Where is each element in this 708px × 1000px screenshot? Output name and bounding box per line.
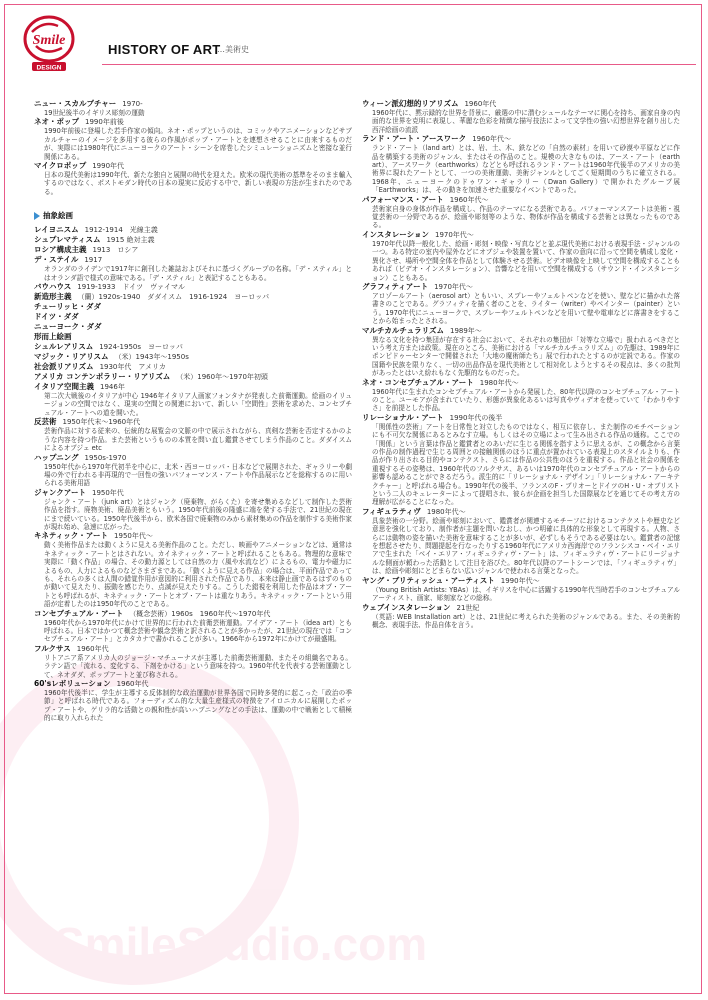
- glossary-entry: [34, 235, 352, 245]
- entry-term-text: 60'sレボリューション: [34, 679, 111, 689]
- entry-term: [34, 417, 352, 427]
- glossary-entry: [34, 225, 352, 235]
- glossary-entry: [34, 488, 352, 532]
- entry-term: [34, 531, 352, 541]
- entry-term: [34, 245, 352, 255]
- glossary-entry: [34, 609, 352, 644]
- entry-period: 1980年代～: [426, 507, 466, 516]
- section-spacer: [34, 196, 352, 204]
- entry-description: リトアニア系アメリカ人のジョージ・マチューナスが主導した前衛芸術運動、またその組織名である。ラテン語で「流れる、変化する、下剤をかける」という意味を持つ。1960年代を代表する芸術運動として、ネオダダ、ポップアートと並び称される。: [44, 653, 352, 679]
- entry-term: [34, 225, 352, 235]
- entry-period: 1946年: [100, 383, 125, 392]
- glossary-entry: [362, 99, 680, 134]
- entry-period: 1970-: [122, 100, 143, 108]
- entry-term-text: シュルレアリスム: [34, 342, 94, 352]
- entry-description: 第二次大戦後のイタリアが中心 1946年イタリア人画家フォンタナが発表した前衛運動。絵画のイリュージョンの空間ではなく、現実の空間との関連において、新しい「空間性」芸術を求めた、コンセプチュアル・アートへの道を開いた。: [44, 392, 352, 417]
- entry-term: [34, 99, 352, 109]
- glossary-entry: [34, 679, 352, 723]
- glossary-entry: [34, 417, 352, 452]
- entry-term-text: ジャンクアート: [34, 487, 86, 497]
- entry-term: [362, 507, 680, 517]
- entry-term-text: シュプレマティスム: [34, 235, 101, 245]
- entry-period: 1912-1914 光線主義: [84, 226, 158, 235]
- entry-term-text: アメリカ コンテンポラリー・リアリズム: [34, 372, 171, 382]
- entry-description: （Young British Artists: YBAs）は、イギリスを中心に活躍する1990年代当時若手のコンセプチュアルアーティスト、画家、彫刻家などの総称。: [372, 585, 680, 603]
- entry-term-text: ハップニング: [34, 452, 79, 462]
- glossary-entry: [34, 352, 352, 362]
- entry-term-text: ネオ・コンセプチュアル・アート: [362, 377, 474, 387]
- entry-term-text: リレーショナル・アート: [362, 412, 444, 422]
- entry-term-text: グラフィティアート: [362, 281, 429, 291]
- entry-description: 1960年代に生まれたコンセプチュアル・アートから発展した、80年代以降のコンセプチュアル・アートのこと。ユーモアが含まれていたり、形態が異象化あるいは写真やヴィデオを使っていて「わかりやすさ」を前提とした作品。: [372, 387, 680, 413]
- entry-term: [34, 488, 352, 498]
- entry-term: [34, 609, 352, 619]
- entry-term: [362, 576, 680, 586]
- entry-term-text: ロシア構成主義: [34, 245, 87, 255]
- entry-term-text: ウェブインスタレーション: [362, 602, 451, 612]
- glossary-entry: [34, 117, 352, 161]
- smile-design-logo: [14, 12, 84, 74]
- glossary-entry: [34, 332, 352, 342]
- entry-term: [362, 99, 680, 109]
- entry-term-text: マイクロポップ: [34, 161, 87, 171]
- entry-period: 1960年代～: [449, 195, 489, 204]
- entry-term-text: 反芸術: [34, 417, 57, 427]
- entry-term-text: ニュー・スカルプチャー: [34, 99, 117, 108]
- entry-description: （英語: WEB Installation art）とは、21世紀に考えられた美術のジャンルである。また、その美術的概念、表現手法、作品自体を言う。: [372, 612, 680, 629]
- entry-term: [362, 326, 680, 336]
- entry-term: [362, 378, 680, 388]
- glossary-entry: [34, 342, 352, 352]
- entry-term-text: コンセプチュアル・アート: [34, 608, 124, 618]
- entry-period: 1990年代: [92, 162, 125, 171]
- entry-term-text: レイヨニスム: [34, 225, 79, 235]
- entry-term-text: パフォーマンス・アート: [362, 194, 444, 204]
- entry-term: [34, 352, 352, 362]
- entry-period: 1917: [84, 256, 103, 265]
- entry-description: 異なる文化を持つ集団が存在する社会において、それぞれの集団が「対等な立場で」扱われるべきだという考え方または政策。現在のところ、美術における「マルチカルチュラリズム」の先駆は、1989年にポンピドゥーセンターで開催された「大地の魔術師たち」展で行われたとするのが定説である。作家の国籍や民族を限りなく、一切の出品作品を現代美術として相対化しようとするその視点は、多くの批判があったとはいえ紛れもなく先駆的なものだった。: [372, 335, 680, 378]
- entry-period: 1960年代: [464, 100, 497, 108]
- entry-term-text: デ・ステイル: [34, 255, 79, 265]
- glossary-entry: [362, 282, 680, 326]
- entry-period: 1915 絶対主義: [106, 236, 155, 245]
- entry-description: 具象芸術の一分野。絵画や彫刻において、鑑賞者が関連するモチーフにおけるコンテクストや歴史など意思を強化しており、制作者が主題を問いなおし、かつ明確に具体的な形象として再現する。人物、さらには動物の姿を描いた美術を意味することが多いが、必ずしもそうである必要はない。鑑賞者の記憶を想起させたり、問題提起を行なったりする1960年代にアメリカ西海岸でのフランシスコ・ベイ・エリアで生まれた「ベイ・エリア・フィギュラティヴ・アート」は、フィギュラティヴ・アートにリージョナルな側面が頼わった活動として注目を浴びた。80年代以降のアートシーンでは、「フィギュラティヴ」は、絵画や彫刻にとどまらない広いジャンルで使われる言葉となった。: [372, 516, 680, 576]
- entry-term: [34, 342, 352, 352]
- entry-term-text: マジック・リアリスム: [34, 352, 109, 362]
- entry-period: （米）1960年～1970年初頭: [176, 373, 268, 382]
- entry-period: 1960年代～: [472, 135, 512, 144]
- entry-period: （米）1943年～1950s: [114, 353, 189, 362]
- entry-period: 1990年代の後半: [449, 413, 503, 422]
- entry-term: [34, 292, 352, 302]
- entry-period: 1989年～: [449, 326, 482, 335]
- entry-term: [34, 235, 352, 245]
- entry-term-text: 社会派リアリズム: [34, 362, 94, 372]
- entry-term-text: ネオ・ポップ: [34, 117, 79, 127]
- entry-term: [34, 362, 352, 372]
- entry-period: 1970年代～: [434, 282, 473, 291]
- triangle-bullet-icon: [34, 212, 40, 220]
- entry-term: [34, 161, 352, 171]
- entry-term-text: マルチカルチュラリズム: [362, 325, 444, 335]
- entry-period: 1970年代～: [434, 230, 474, 239]
- entry-term-text: インスタレーション: [362, 229, 429, 239]
- glossary-entry: [362, 378, 680, 413]
- entry-term: [34, 332, 352, 342]
- entry-period: 1980年代～: [479, 378, 519, 387]
- entry-term: [34, 322, 352, 332]
- entry-description: 芸術家自身の身体が作品を構成し、作品のテーマになる芸術である。パフォーマンスアートは美術・視覚芸術の一分野であるが、絵画や彫刻等のような、物体が作品を構成する芸術とは異なったものである。: [372, 204, 680, 230]
- entry-term: [362, 195, 680, 205]
- entry-term: [34, 282, 352, 292]
- glossary-entry: [34, 99, 352, 117]
- page-subtitle: …美術史: [217, 45, 249, 54]
- glossary-entry: [362, 326, 680, 378]
- entry-term: [34, 312, 352, 322]
- glossary-entry: [34, 362, 352, 372]
- entry-term-text: ニューヨーク・ダダ: [34, 322, 102, 332]
- header-divider: [102, 64, 696, 65]
- entry-description: 1960年代から1970年代にかけて世界的に行われた前衛芸術運動。アイデア・アート（idea art）とも呼ばれる。日本ではかつて概念芸術や観念芸術と訳されることが多かったが、21世紀の現在では「コンセプチュアル・アート」とカタカナで書かれることが多い。1966年から1972年にかけてが最盛期。: [44, 618, 352, 644]
- glossary-entry: [34, 372, 352, 382]
- section-heading-text: 抽象絵画: [43, 211, 73, 221]
- entry-period: 1930年代 アメリカ: [99, 363, 166, 372]
- glossary-entry: [362, 230, 680, 282]
- glossary-entry: [34, 302, 352, 312]
- entry-period: （概念芸術）1960s 1960年代～1970年代: [129, 609, 271, 618]
- entry-term-text: フルクサス: [34, 643, 71, 653]
- entry-period: 1960年代: [76, 644, 109, 653]
- entry-period: 1950s-1970: [84, 453, 127, 462]
- logo-text: Smile: [32, 33, 66, 48]
- entry-period: 21世紀: [456, 603, 480, 612]
- entry-term-text: フィギュラティヴ: [362, 506, 421, 516]
- watermark-text: SmileStudio.com: [54, 918, 428, 970]
- entry-term-text: キネティック・アート: [34, 531, 109, 541]
- glossary-entry: [34, 644, 352, 679]
- entry-description: 19世紀後半のイギリス彫刻の運動: [44, 109, 145, 117]
- entry-description: 芸術作品に対する従来の、伝統的な展覧会の文脈の中で展示されながら、真剣な芸術を否定するかのような内容を持つ作品。また芸術というものの本質を問い直し鑑賞させてしまう作品のこと。ダダイスムによるオブジェ etc: [44, 427, 352, 453]
- entry-description: 1970年代以降一般化した、絵画・彫刻・映像・写真などと並ぶ現代美術における表現手法・ジャンルの一つ。ある特定の室内や屋外などにオブジェや装置を置いて、作家の意向に沿って空間を構成し変化・異化させ、場所や空間全体を作品として体験させる芸術。ビデオ映像を上映して空間を構成することもあれば（ビデオ・インスタレーション）、音響などを用いて空間を構成する（サウンド・インスタレーション）こともある。: [372, 239, 680, 282]
- entry-period: 1950年代: [91, 488, 124, 497]
- entry-description: アロゾールアート（aerosol art）ともいい、スプレーやフェルトペンなどを使い、壁などに描かれた落書きのことである。グラフィティを描く者のことを、ライター（writer）やペインター（painter）という。1970年代にニューヨークで、スプレーやフェルトペンなどを用いて壁や電車などに落書きをすることから始まったとされる。: [372, 291, 680, 326]
- entry-period: 1950年代末～1960年代: [62, 418, 141, 427]
- entry-period: 1950年代～: [114, 532, 153, 541]
- entry-term: [362, 413, 680, 423]
- content-columns: [34, 99, 690, 979]
- entry-description: 1960年代後半に、学生が主導する反体制的な政治運動が世界各国で同時多発的に起こった「政治の季節」と呼ばれる時代である。フォーディズム的な大量生産様式の特徴をアイロニカルに展開したポップ・アートや、ゲリラ的な活動との親和性が高いハプニングなどの手法は、運動の中で戦術として積極的に取り入れられた: [44, 689, 352, 723]
- entry-description: オランダのライデンで1917年に創刊した雑誌およびそれに基づくグループの名称。「デ・スティル」とはオランダ語で様式の意味である。「デ・スティル」と表記することもある。: [44, 265, 352, 282]
- glossary-entry: [34, 382, 352, 417]
- entry-term-text: チューリッヒ・ダダ: [34, 302, 101, 312]
- entry-term: [34, 255, 352, 265]
- entry-term-text: ドイツ・ダダ: [34, 312, 79, 322]
- glossary-entry: [34, 453, 352, 488]
- entry-term-text: ランド・アート・アースワーク: [362, 134, 467, 144]
- right-column: [362, 99, 680, 629]
- entry-description: 1960年代に、黙示録的な世界を背景に、厳選の中に潜むシュールなテーマに関心を持ち、画家自身の内面的な世界を克明に表現し、華麗な色彩を精緻な描写技法によって文学性の強い幻想世界を創り出した西洋絵画の流派: [372, 109, 680, 134]
- glossary-entry: [362, 195, 680, 230]
- entry-description: ランド・アート（land art）とは、岩、土、木、鉄などの「自然の素材」を用いて砂漠や平原などに作品を構築する美術のジャンル、またはその作品のこと。規模の大きなものは、アース・アート（earth art）、アースワーク（earthworks）などとも呼ばれるランド・アートは1960年代後半のアメリカの美術界に現れたアートとして、一つの美術運動、美術ジャンルとしてごく短期間のうちに確立される。1968年、ニューヨークのドゥワン・ギャラリー（Dwan Gallery）で開かれたグループ展「Earthworks」は、その動きを加速させた重要なイベントであった。: [372, 144, 680, 195]
- entry-description: 動く美術作品または動くように見える美術作品のこと。ただし、映画やアニメーションなどは、通常はキネティック・アートとはされない。カイネティック・アートと呼ばれることもある。物理的な意味で実際に「動く作品」の場合、その動力源としては自然の力（風や水流など）によるもの、電力や磁力によるもの、人力によるものなどさまざまである。「動くように見える作品」の場合は、平面作品であっても、それらの多くは人間の錯覚作用が意図的に利用された作品であり、本来は静止画であるはずのものが動いて見えたり、振動を感じたり、点滅が見えたりする。こうした錯視を利用した作品はオプ・アートとも呼ばれるが、キネティック・アートとオプ・アートは重なりあう。キネティック・アートという用語が定着したのは1950年代のことである。: [44, 541, 352, 609]
- entry-description: 1990年前後に登場した若手作家の傾向。ネオ・ポップというのは、コミックやアニメーションなどサブカルチャーのイメージを多用する彼らの作風がポップ・アートとを連想させることに由来するものだが、実際には1980年代にニューヨークのアート・シーンを席巻したシミュレーショニズムと密接な並行関係にある。: [44, 127, 352, 161]
- entry-term: [34, 372, 352, 382]
- entry-term: [34, 382, 352, 392]
- entry-term: [34, 644, 352, 654]
- glossary-entry: [34, 322, 352, 332]
- entry-period: （蘭）1920s-1940 ダダイスム 1916-1924 ヨーロッパ: [77, 293, 270, 302]
- glossary-entry: [34, 161, 352, 196]
- entry-term-text: 新造形主義: [34, 292, 72, 302]
- entry-period: 1990年代～: [500, 576, 540, 585]
- entry-description: ジャンク・アート（junk art）とはジャンク（廃棄物、がらくた）を寄せ集めるなどして制作した芸術作品を指す。廃物美術、廃品美術ともいう。1950年代前後の隆盛に端を発する手法で、21世紀の現在にまで続いている。1950年代後半から、欧米各国で廃棄物のみから素材集めの作品を制作する美術作家が現れ始め、急速に広がった。: [44, 497, 352, 531]
- section-heading: [34, 210, 352, 221]
- entry-term: [362, 230, 680, 240]
- entry-term: [34, 679, 352, 689]
- entry-description: 「関係性の芸術」アートを日常性と対立したものではなく、相互に依存し、また制作のモチベーションにも不可欠な関係にあるとみなす立場。もしくはその立場によって生み出される作品の通称。ここでの「関係」という言葉は作品と鑑賞者とのあいだに生じる関係を指すように思えるが、この概念から言葉の作品の制作過程で生じる周囲との接触関係のほうに重点が置かれている表現上のスタイルよりも、作品が作り出される目的やコンテクスト、さらには作品の公共性のほうを重視する。作品と社会の関係を重視するその姿勢は、1960年代のフルクサス、あるいは1970年代のコンセプチュアル・アートからの影響も認めることができるだろう。派生的に「リレーショナル・デザイン」「リレーショナル・アーキテクチャー」と呼ばれる場合も。1990年代の後半、フランスのF・ブリオーとドイツのH・U・オブリストという二人のキュレーターによって提唱され、彼らが企画を担当した国際展などを通じてその考え方の理解が広がることになった。: [372, 422, 680, 507]
- entry-term: [34, 117, 352, 127]
- glossary-entry: [34, 255, 352, 282]
- entry-term-text: バウハウス: [34, 282, 72, 292]
- glossary-entry: [34, 245, 352, 255]
- entry-term-text: 形而上絵画: [34, 332, 72, 342]
- left-column: [34, 99, 352, 723]
- logo-sub: DESIGN: [36, 64, 62, 72]
- entry-term-text: イタリア空間主義: [34, 382, 94, 392]
- page-header: [12, 12, 696, 74]
- entry-term-text: ウィーン派幻想的リアリズム: [362, 99, 459, 108]
- entry-term: [362, 603, 680, 613]
- entry-term: [362, 134, 680, 144]
- glossary-entry: [362, 576, 680, 603]
- logo-graphic: [14, 12, 84, 74]
- glossary-entry: [362, 413, 680, 507]
- entry-term: [362, 282, 680, 292]
- entry-period: 1924-1950s ヨーロッパ: [99, 343, 183, 352]
- entry-description: 1950年代から1970年代初半を中心に、北米・西ヨーロッパ・日本などで展開された、ギャラリーや劇場の外で行われる非再現的で一回性の強いパフォーマンス・アートや作品展示などを総称するのに用いられる美術用語: [44, 462, 352, 488]
- entry-term-text: ヤング・ブリティッシュ・アーティスト: [362, 575, 495, 585]
- entry-term: [34, 453, 352, 463]
- entry-period: 1960年代: [116, 680, 149, 689]
- glossary-entry: [362, 134, 680, 194]
- page-title: HISTORY OF ART: [108, 42, 221, 57]
- glossary-entry: [34, 312, 352, 322]
- glossary-entry: [362, 603, 680, 630]
- glossary-entry: [362, 507, 680, 576]
- entry-period: 1913 ロシア: [92, 246, 139, 255]
- entry-term: [34, 302, 352, 312]
- entry-description: 日本の現代美術は1990年代、新たな独自と展開の時代を迎えた。欧米の現代美術の基準をそのまま輸入するのではなく、ポストモダン時代の日本の現実に反応する中で、新しい表現の方法が生まれたのである。: [44, 171, 352, 196]
- entry-period: 1919-1933 ドイツ ヴァイマル: [77, 283, 186, 292]
- entry-period: 1990年前後: [85, 118, 124, 127]
- glossary-entry: [34, 282, 352, 292]
- glossary-entry: [34, 531, 352, 608]
- glossary-entry: [34, 292, 352, 302]
